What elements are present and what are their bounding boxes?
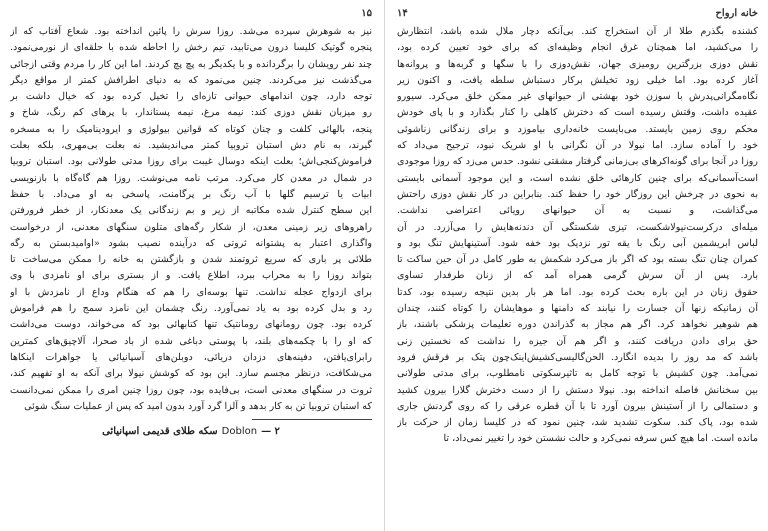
text-line: که او را با چکمه‌های بلند، با پوستی دباغی شده از باد صحرا، آلاچیق‌های کمترین	[10, 335, 372, 347]
text-line: بین سخنانش فاصله انداخته بود. نیولا دستش را از دست دخترش گلارا بیرون کشید	[397, 384, 758, 396]
text-line: چند نفر رویشان را برگردانده و با یکدیگر به پچ پچ کردند. اما این کار را مردم وقتی ازجائی	[10, 58, 372, 70]
text-line: روزا در آنجا برای گونه‌اکرهای بی‌زمانی گرفتار مشقتی نشود. حدس می‌زد که روزا موجودی	[397, 156, 758, 168]
text-line: رو میزبان نقش دوزی کند: نیمه مرغ، نیمه پستاندار، با پرهای کم رنگ، شاخ و	[10, 107, 372, 119]
text-line: در شمال در معدن کار می‌کرد. مرتب نامه می‌نوشت. روزا هم گاه‌گاه با بازنویسی	[10, 172, 372, 184]
text-line: حقوق زنان در این باره بحث کرده بود. اما هر بار بدین نتیجه رسیده بود، کدتا	[397, 286, 758, 298]
text-line: می‌گذشت نیز می‌کردند. چنین می‌نمود که به دنیای اطرافش کمتر از مواقع دیگر	[10, 74, 372, 86]
text-line: را می‌کشید، اما همچنان غرق انجام وظیفه‌ای که برای خود تعیین کرده بود،	[397, 42, 758, 54]
text-line: عقیده داشت، وقتش رسیده است که دخترش کاهلی را کنار بگذارد و با پای خودش	[397, 107, 758, 119]
text-line: توجه دارد، چون اندامهای حیوانی تازه‌ای را تخیل کرده بود که خیال داشت بر	[10, 91, 372, 103]
left-page-body	[10, 24, 372, 415]
footnote-rule	[252, 419, 372, 420]
text-line: رد و بدل کرده بود به یاد نمی‌آورد. رنگ چشمان این نامزد سمج را هم فراموش	[10, 303, 372, 315]
text-line: نمی‌آمد. چون کشیش با توجه کامل به تاثیرسکوتی نامطلوب، برای مدتی طولانی	[397, 368, 758, 380]
right-page-number: ۱۴	[397, 7, 408, 19]
text-line: رابرای‌یافتن، دفینه‌های دزدان دریائی، دوبلن‌های آسپانیائی یا جواهرات اینکاها	[10, 351, 372, 363]
footnote-latin-term: Doblon	[221, 426, 258, 438]
text-line: آغاز کرده بود. اما خیلی زود تخیلش برکار دستباش سلطه یافت، و اکنون زیر	[397, 74, 758, 86]
text-line: و دستمالی را از آستینش بیرون آورد تا با آن قطره عرقی را که روی گردنش جاری	[397, 400, 758, 412]
text-line: هم شوهیر نخواهد کرد. اگر هم مجاز به گذراندن دوره تعلیمات پزشکی باشند، باز	[397, 319, 758, 331]
text-line: واگذاری اعتبار به پشتوانه ثروتی که درآینده نصیب بشود «اوامیدبستن به رگه	[10, 237, 372, 249]
text-line: خود را آماده سازد. اما نیولا در آن نگرانی با او شریک نبود، ترجیح می‌داد که	[397, 140, 758, 152]
left-page-number: ۱۵	[361, 7, 372, 19]
text-line: مانده است. اما هیچ کس سرفه نمی‌کرد و حالت نشستن خود را تغییر نمی‌داد، تا	[443, 433, 758, 445]
right-page-header	[397, 6, 758, 20]
right-page	[384, 0, 768, 531]
text-line: طلائی پر باری که سریع ثروتمند شدن و بازگشتن به خانه را ممکن می‌ساخت تا	[10, 254, 372, 266]
text-line: ثروت در سنگهای معدنی است، بی‌فایده بود، چون روزا چنین امری را ممکن نمی‌دانست	[10, 384, 372, 396]
text-line: بارد. پس از آن سرش گرمی همراه آمد که از زنان طرفدار تساوی	[397, 270, 758, 282]
text-line: کشنده بگذرم طلا از آن استخراج کند. بی‌آنکه دچار ملال شده باشد، انتظارش	[397, 26, 758, 37]
text-line: پنجره گوتیک کلیسا درون می‌تابید، تیم رخش را احاطه شده با حلقه‌ای از نورمی‌نمود.	[10, 42, 372, 54]
footnote-text: سکه طلای قدیمی اسپانیائی	[102, 426, 218, 438]
text-line: بتواند روزا را به محراب ببرد، اطلاع یافت. و از بستری برای او نامزدی با وی	[10, 270, 372, 282]
right-page-body	[397, 24, 758, 448]
text-line: گیرند، به نام دش استبان تروبیا کمتر می‌اندیشید. نه بعلت بی‌مهری، بلکه بعلت	[10, 140, 372, 152]
text-line: پنجه، بالهائی کلفت و چنان کوتاه که قوانین بیولوژی و ایرودینامیک را به مسخره	[10, 123, 372, 135]
text-line: می‌شکافت، درنظر مجسم سازد. این بود که کوشش نیولا برای آنکه به او تفهیم کند،	[10, 368, 372, 380]
footnote-number: ۲ —	[261, 426, 280, 438]
text-line: کرده بود. چون رومانهای رومانتیک تنها کتابهائی بود که می‌خواند، دوست می‌داشت	[10, 319, 372, 331]
text-line: نقش دوزی بزرگترین رومیزی جهان، نقش‌دوزی را با سگها و گربه‌ها و پروانه‌ها	[397, 58, 758, 70]
text-line: برای ازدواج عجله نداشت. تنها بوسه‌ای را هم که هنگام وداع از نامزدش با او	[10, 286, 372, 298]
footnote	[10, 426, 372, 437]
text-line: شده بود، پاک کند. سکوت تشدید شد، چنین نمود که در کلیسا زمان از حرکت باز	[397, 417, 758, 429]
text-line: میله‌ای درکرست‌نیولاشکست، تیزی شکستگی آن دندنه‌هایش را می‌آزرد. در آن	[397, 221, 758, 233]
text-line: است‌آسمانی‌که برای چنین کارهائی خلق نشده است، و این موجود آسمانی بایستی	[397, 172, 758, 184]
text-line: حق برای دادن دریافت کنند، و اگر هم آن جیزه را نداشت که نخستین زنی	[397, 335, 758, 347]
text-line: که استبان تروبیا تن به کار بدهد و آلزا گرد آورد بدون امید که پس از عملیات سنگ شوئی	[24, 400, 372, 412]
text-line: ابیات یا ترسیم گلها با آب رنگ بر پرگامنت، پاسخی به او می‌داد. با حفظ	[10, 188, 372, 200]
text-line: آن زمانیکه زنها آن جسارت را نیابند که دامنها و موهایشان را کوتاه کنند، چندان	[397, 303, 758, 315]
text-line: می‌گذاشت، و نسبت به آن حیوانهای رویائی اعتراضی نداشت.	[397, 205, 758, 217]
text-line: این سطح کنترل شده مکاتبه از زیر و بم زندگانی یک معدنکار، از خطر فرورفتن	[10, 205, 372, 217]
text-line: نیز به شوهرش سپرده می‌شد. روزا سرش را پائین انداخته بود. شعاع آفتاب که از	[10, 26, 372, 37]
text-line: کمران چنان تنگ بسته بود که اگر باز می‌کرد شکمش به طور کامل در آن حین ساکت تا	[397, 254, 758, 266]
text-line: محکم روی زمین بایستد. می‌بایست خانه‌داری بیاموزد و برای زندگانی زناشوئی	[397, 123, 758, 135]
text-line: باشد که مد روز را بدیده انگارد. الحن‌گالیسی‌کشیش‌اینک‌چون پتک بر فرقش فرود	[397, 351, 758, 363]
text-line: فراموش‌کنجی‌اش؛ بعلت اینکه دوسال غیبت برای روزا مدتی طولانی بود. استبان تروبیا	[10, 156, 372, 168]
text-line: لباس ابریشمین آبی رنگ با یقه تور نزدیک بود خفه شود. آستینهایش تنگ بود و	[397, 237, 758, 249]
left-page-header	[10, 6, 372, 20]
right-running-title: خانه ارواح	[715, 7, 758, 19]
text-line: به نحوی در چرخش این روزگار خود را حفظ کند. بنابراین در کار نقش دوزی راحتش	[397, 188, 758, 200]
text-line: نگاه‌مگرانی‌پدرش با سوزن خود بهشتی از حیوانهای غیر ممکن خلق می‌کرد. سیورو	[397, 91, 758, 103]
text-line: راهروهای زیر زمینی معدن، از شکار رگه‌های متلون سنگهای معدنی، از درخواست	[10, 221, 372, 233]
